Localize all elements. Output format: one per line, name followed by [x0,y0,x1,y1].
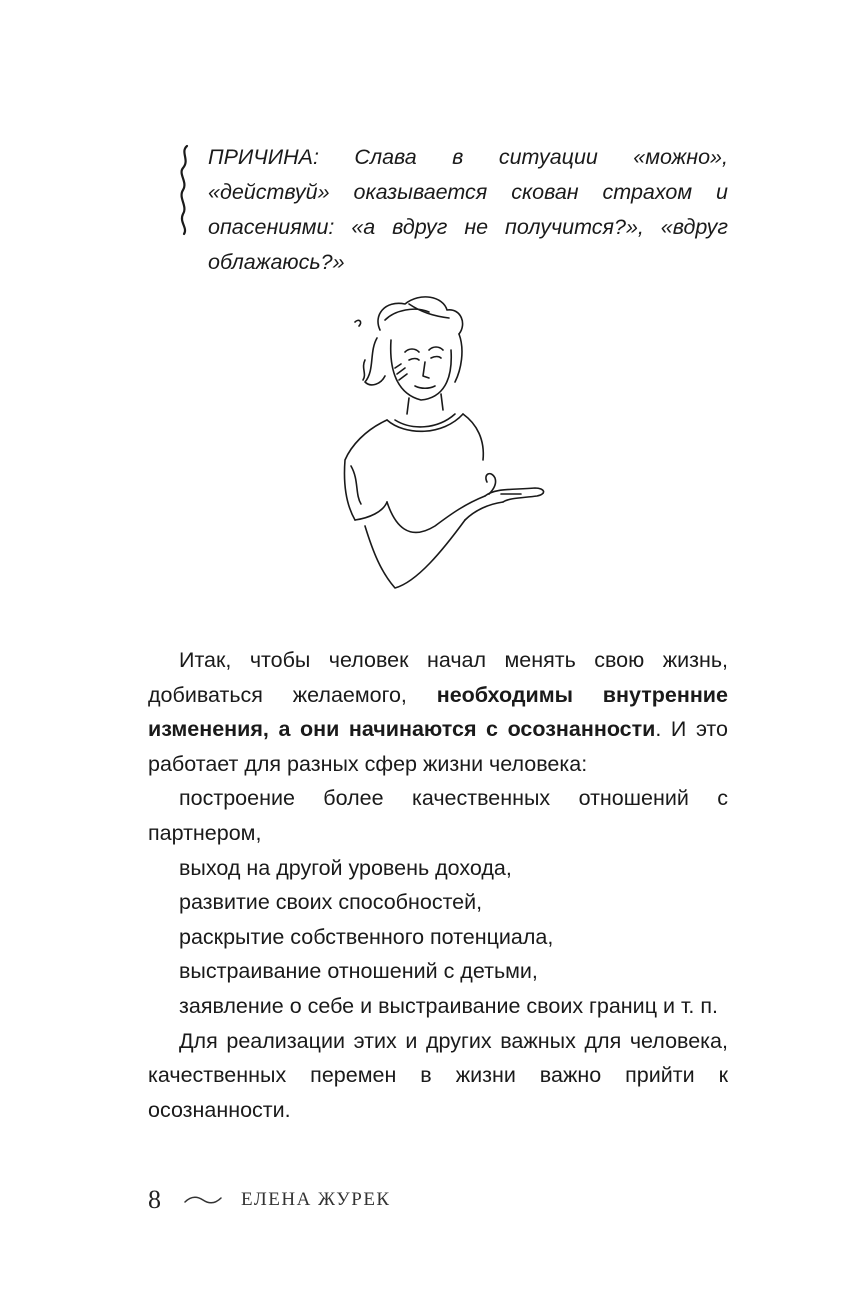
list-item: развитие своих способностей, [179,890,483,915]
intro-start: Итак, чтобы человек начал менять свою жизнь, добиваться желаемого, [148,648,728,707]
page-footer [148,1183,391,1217]
intro-bold: необходимы внутренние изменения, а они начинаются с осознанности [148,682,728,742]
curly-brace-icon [178,144,192,236]
list-item: заявление о себе и выстраивание своих границ и т. п. [179,993,718,1018]
tilde-icon [183,1194,223,1206]
list-item: выход на другой уровень дохода, [179,855,512,880]
list-item: раскрытие собственного потенциала, [179,924,554,949]
main-text [148,643,728,1127]
page-number: 8 [148,1185,161,1214]
list-item: построение более качественных отношений с партнером, [148,786,728,845]
quote-text: ПРИЧИНА: Слава в ситуации «можно», «действуй» оказывается скован страхом и опасениями: «а вдруг не получится?», «вдруг облажаюсь?» [208,145,728,274]
list-item: выстраивание отношений с детьми, [179,959,538,984]
woman-pointing-icon [325,290,555,595]
intro-end: . И это работает для разных сфер жизни человека: [148,717,728,776]
paragraph-intro [148,643,728,781]
paragraph-conclusion: Для реализации этих и других важных для человека, качественных перемен в жизни важно прийти к осознанности. [148,1028,728,1122]
author-name: ЕЛЕНА ЖУРЕК [241,1189,391,1210]
